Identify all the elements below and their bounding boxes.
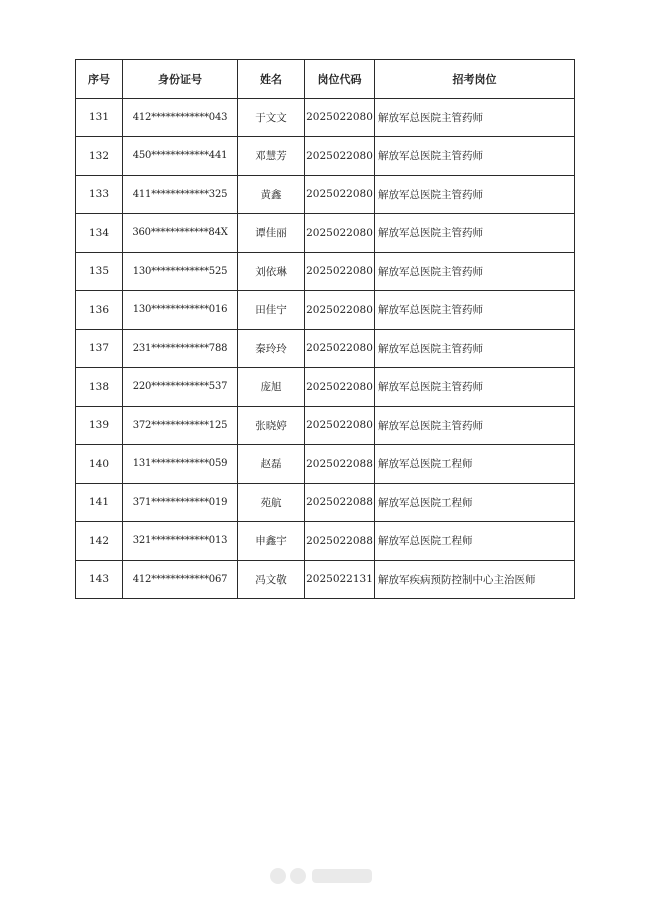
cell-position: 解放军总医院主管药师 xyxy=(375,98,575,137)
cell-id-number: 130************525 xyxy=(123,252,238,291)
cell-id-number: 360************84X xyxy=(123,214,238,253)
cell-post-code: 2025022080 xyxy=(305,368,375,407)
cell-name: 庞旭 xyxy=(238,368,305,407)
cell-post-code: 2025022080 xyxy=(305,406,375,445)
table-row xyxy=(76,329,575,368)
cell-name: 黄鑫 xyxy=(238,175,305,214)
cell-post-code: 2025022080 xyxy=(305,329,375,368)
cell-position: 解放军疾病预防控制中心主治医师 xyxy=(375,560,575,599)
cell-post-code: 2025022080 xyxy=(305,291,375,330)
table-row xyxy=(76,368,575,407)
cell-id-number: 371************019 xyxy=(123,483,238,522)
cell-id-number: 220************537 xyxy=(123,368,238,407)
cell-post-code: 2025022080 xyxy=(305,137,375,176)
watermark-logo xyxy=(268,866,380,886)
cell-position: 解放军总医院主管药师 xyxy=(375,406,575,445)
cell-position: 解放军总医院主管药师 xyxy=(375,252,575,291)
cell-index: 141 xyxy=(76,483,123,522)
cell-position: 解放军总医院工程师 xyxy=(375,522,575,561)
cell-name: 刘依琳 xyxy=(238,252,305,291)
cell-id-number: 412************067 xyxy=(123,560,238,599)
cell-post-code: 2025022088 xyxy=(305,445,375,484)
cell-name: 秦玲玲 xyxy=(238,329,305,368)
table-row xyxy=(76,137,575,176)
cell-name: 赵磊 xyxy=(238,445,305,484)
cell-id-number: 450************441 xyxy=(123,137,238,176)
cell-name: 申鑫宇 xyxy=(238,522,305,561)
table-row xyxy=(76,98,575,137)
cell-post-code: 2025022080 xyxy=(305,252,375,291)
table-header-row xyxy=(76,60,575,99)
cell-post-code: 2025022131 xyxy=(305,560,375,599)
table-row xyxy=(76,560,575,599)
cell-name: 谭佳丽 xyxy=(238,214,305,253)
cell-index: 143 xyxy=(76,560,123,599)
header-position: 招考岗位 xyxy=(375,60,575,99)
cell-index: 139 xyxy=(76,406,123,445)
cell-id-number: 412************043 xyxy=(123,98,238,137)
cell-id-number: 231************788 xyxy=(123,329,238,368)
cell-post-code: 2025022080 xyxy=(305,214,375,253)
header-index: 序号 xyxy=(76,60,123,99)
cell-id-number: 411************325 xyxy=(123,175,238,214)
cell-index: 137 xyxy=(76,329,123,368)
cell-name: 张晓婷 xyxy=(238,406,305,445)
cell-id-number: 131************059 xyxy=(123,445,238,484)
cell-position: 解放军总医院主管药师 xyxy=(375,137,575,176)
table-row xyxy=(76,291,575,330)
cell-position: 解放军总医院工程师 xyxy=(375,445,575,484)
cell-position: 解放军总医院主管药师 xyxy=(375,214,575,253)
cell-position: 解放军总医院工程师 xyxy=(375,483,575,522)
cell-position: 解放军总医院主管药师 xyxy=(375,175,575,214)
cell-name: 邓慧芳 xyxy=(238,137,305,176)
cell-index: 133 xyxy=(76,175,123,214)
roster-table xyxy=(75,59,575,599)
cell-post-code: 2025022080 xyxy=(305,98,375,137)
cell-index: 136 xyxy=(76,291,123,330)
cell-index: 135 xyxy=(76,252,123,291)
cell-name: 苑航 xyxy=(238,483,305,522)
cell-id-number: 372************125 xyxy=(123,406,238,445)
table-row xyxy=(76,406,575,445)
table-row xyxy=(76,445,575,484)
header-post-code: 岗位代码 xyxy=(305,60,375,99)
table-row xyxy=(76,483,575,522)
cell-id-number: 130************016 xyxy=(123,291,238,330)
cell-position: 解放军总医院主管药师 xyxy=(375,329,575,368)
cell-name: 于文文 xyxy=(238,98,305,137)
cell-name: 田佳宁 xyxy=(238,291,305,330)
cell-index: 140 xyxy=(76,445,123,484)
cell-post-code: 2025022080 xyxy=(305,175,375,214)
cell-post-code: 2025022088 xyxy=(305,483,375,522)
header-id-number: 身份证号 xyxy=(123,60,238,99)
cell-index: 142 xyxy=(76,522,123,561)
cell-index: 132 xyxy=(76,137,123,176)
table-row xyxy=(76,214,575,253)
cell-index: 131 xyxy=(76,98,123,137)
cell-index: 138 xyxy=(76,368,123,407)
cell-post-code: 2025022088 xyxy=(305,522,375,561)
cell-position: 解放军总医院主管药师 xyxy=(375,368,575,407)
header-name: 姓名 xyxy=(238,60,305,99)
cell-name: 冯文敬 xyxy=(238,560,305,599)
cell-id-number: 321************013 xyxy=(123,522,238,561)
table-row xyxy=(76,252,575,291)
cell-position: 解放军总医院主管药师 xyxy=(375,291,575,330)
table-row xyxy=(76,175,575,214)
table-row xyxy=(76,522,575,561)
cell-index: 134 xyxy=(76,214,123,253)
